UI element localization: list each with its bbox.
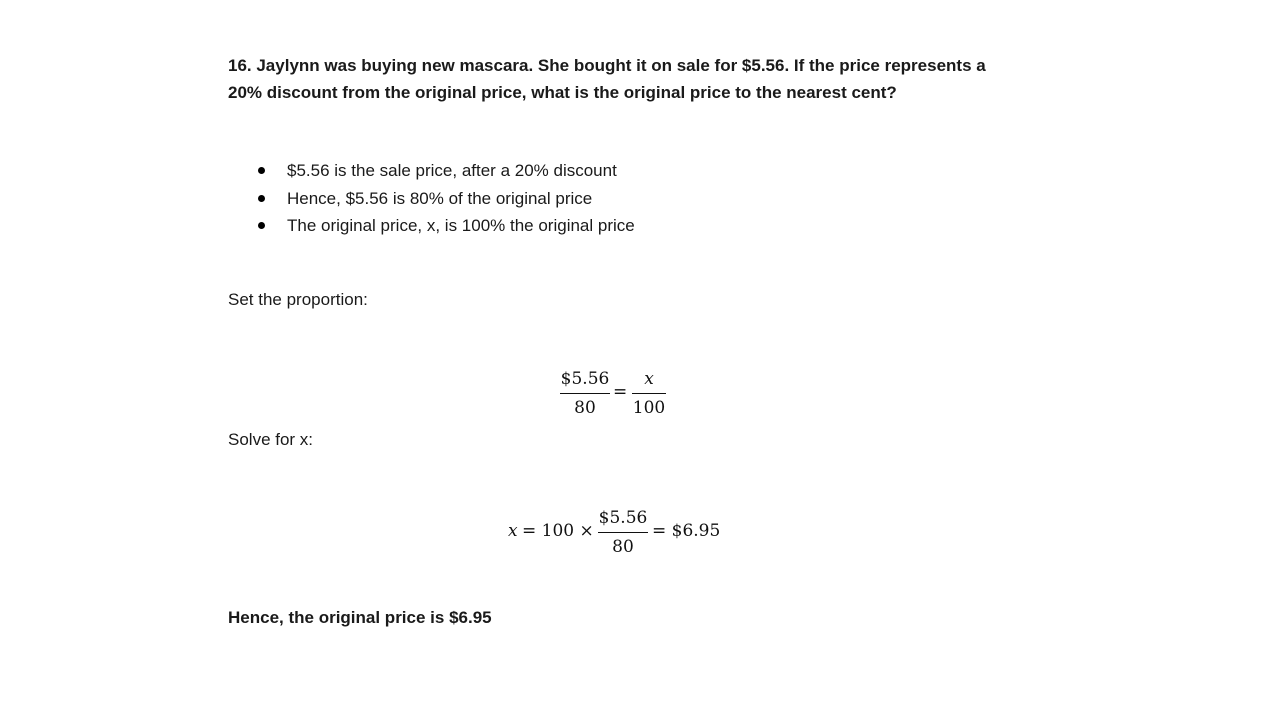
question-line-1: 16. Jaylynn was buying new mascara. She bought it on sale for $5.56. If the price represents a: [228, 56, 986, 75]
solve-label: Solve for x:: [228, 430, 314, 449]
bullet-dot-icon: [258, 195, 265, 202]
solution-denominator: 80: [612, 537, 634, 557]
solution-result: = $6.95: [652, 521, 721, 541]
proportion-label: Set the proportion:: [228, 290, 368, 309]
bullet-dot-icon: [258, 167, 265, 174]
bullet-dot-icon: [258, 222, 265, 229]
bullet-item: [254, 212, 635, 240]
proportion-equation: [556, 368, 676, 428]
equals-sign: =: [613, 382, 628, 402]
solution-equation: [506, 507, 736, 567]
solution-numerator: $5.56: [598, 508, 648, 528]
question-line-2: 20% discount from the original price, what is the original price to the nearest cent?: [228, 83, 897, 102]
left-denominator: 80: [574, 398, 596, 418]
left-numerator: $5.56: [560, 369, 610, 389]
bullet-item: [254, 157, 635, 185]
conclusion-text: Hence, the original price is $6.95: [228, 608, 492, 627]
solution-variable: x: [508, 521, 518, 541]
question-text: [228, 52, 1028, 106]
bullet-item: [254, 185, 635, 213]
right-fraction: [632, 368, 666, 419]
fraction-bar: [560, 393, 610, 394]
fraction-bar: [632, 393, 666, 394]
fraction-bar: [598, 532, 648, 533]
right-numerator: x: [644, 369, 654, 389]
solution-fraction: [598, 507, 648, 558]
bullet-text: Hence, $5.56 is 80% of the original price: [287, 188, 593, 208]
bullet-text: The original price, x, is 100% the original price: [287, 216, 635, 235]
bullet-text: $5.56 is the sale price, after a 20% discount: [287, 161, 617, 180]
left-fraction: [560, 368, 610, 419]
explanation-bullet-list: [254, 157, 635, 240]
solution-multiply: = 100 ×: [522, 521, 594, 541]
right-denominator: 100: [632, 398, 666, 418]
